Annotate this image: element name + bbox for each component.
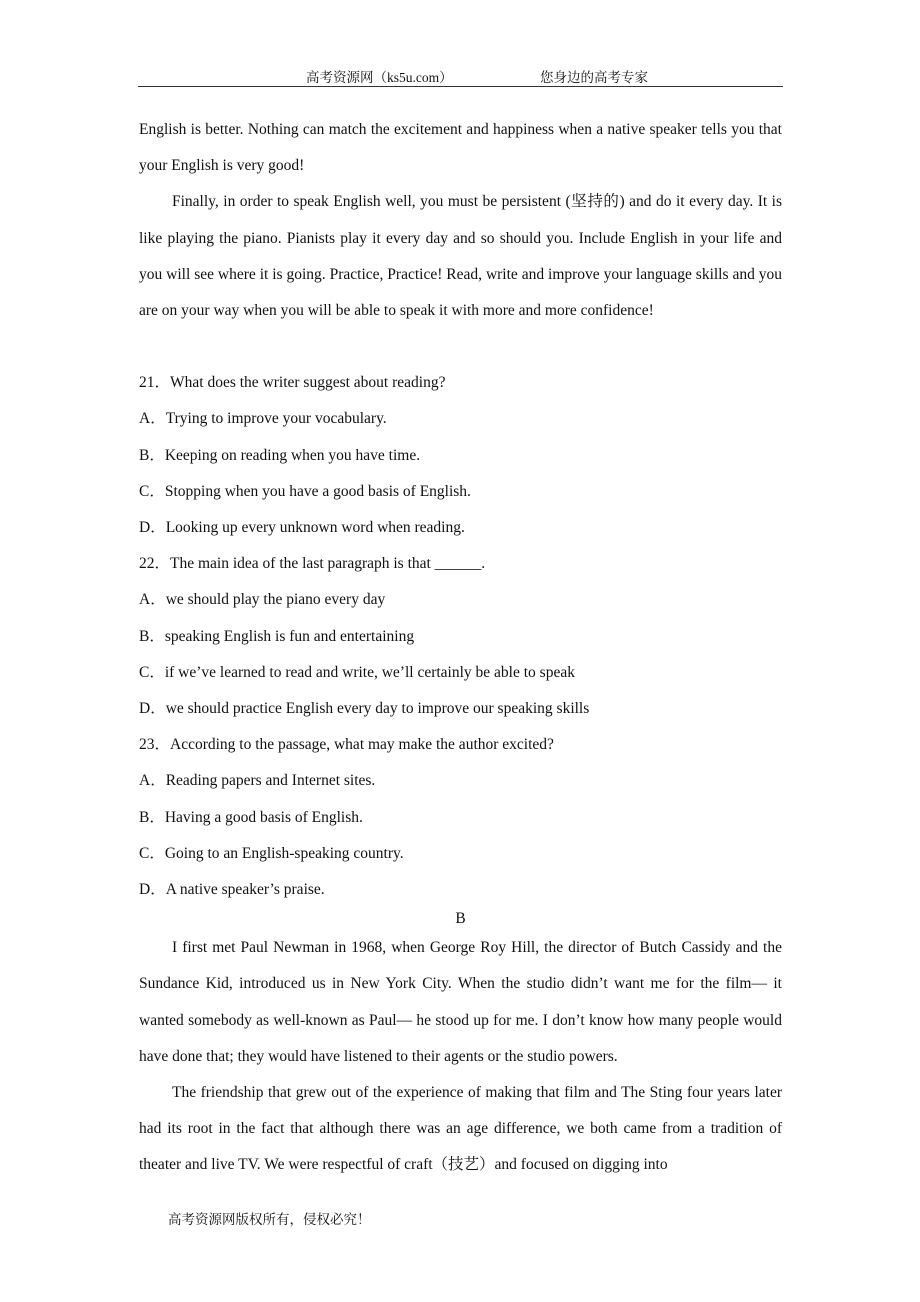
paragraph: English is better. Nothing can match the excitement and happiness when a native speaker tells you that your English is very good! [139,121,782,175]
header-slogan: 您身边的高考专家 [540,70,648,85]
page-footer: 高考资源网版权所有，侵权必究！ [168,1212,371,1227]
paragraph: I first met Paul Newman in 1968, when George Roy Hill, the director of Butch Cassidy and the Sundance Kid, introduced us in New York City. When the studio didn’t want me for the film— it wanted somebody as well-known as Paul— he stood up for me. I don’t know how many people would have done that; they would have listened to their agents or the studio powers. [139,939,782,1065]
paragraph: The friendship that grew out of the experience of making that film and The Sting four years later had its root in the fact that although there was an age difference, we both came from a tradition of theater and live TV. We were respectful of craft（技艺）and focused on digging into [139,1084,782,1174]
option-b: B．speaking English is fun and entertaining [139,627,415,645]
question-23 [139,727,782,908]
option-b: B．Keeping on reading when you have time. [139,446,421,464]
section-heading: B [455,910,466,928]
paragraph: Finally, in order to speak English well, you must be persistent (坚持的) and do it every day. It is like playing the piano. Pianists play it every day and so should you. Include English in your life and you will see where it is going. Practice, Practice! Read, write and improve your language skills and you are on your way when you will be able to speak it with more and more confidence! [139,193,782,320]
option-c: C．if we’ve learned to read and write, we’ll certainly be able to speak [139,663,575,681]
option-b: B．Having a good basis of English. [139,808,363,826]
option-d: D．Looking up every unknown word when reading. [139,519,465,537]
question-22 [139,546,782,727]
header-site-name: 高考资源网（ks5u.com） [306,70,453,85]
question-stem: 22．The main idea of the last paragraph is that ______. [139,555,486,573]
option-c: C．Going to an English-speaking country. [139,844,404,862]
option-a: A．we should play the piano every day [139,591,386,609]
question-stem: 21．What does the writer suggest about reading? [139,374,446,392]
question-21 [139,365,782,546]
question-stem: 23．According to the passage, what may make the author excited? [139,736,554,754]
option-c: C．Stopping when you have a good basis of English. [139,482,471,500]
option-a: A．Reading papers and Internet sites. [139,772,376,790]
option-d: D．A native speaker’s praise. [139,881,325,899]
document-body [139,112,782,1184]
spacer [139,329,782,365]
page-header [138,66,783,87]
option-a: A．Trying to improve your vocabulary. [139,410,387,428]
option-d: D．we should practice English every day to improve our speaking skills [139,700,590,718]
